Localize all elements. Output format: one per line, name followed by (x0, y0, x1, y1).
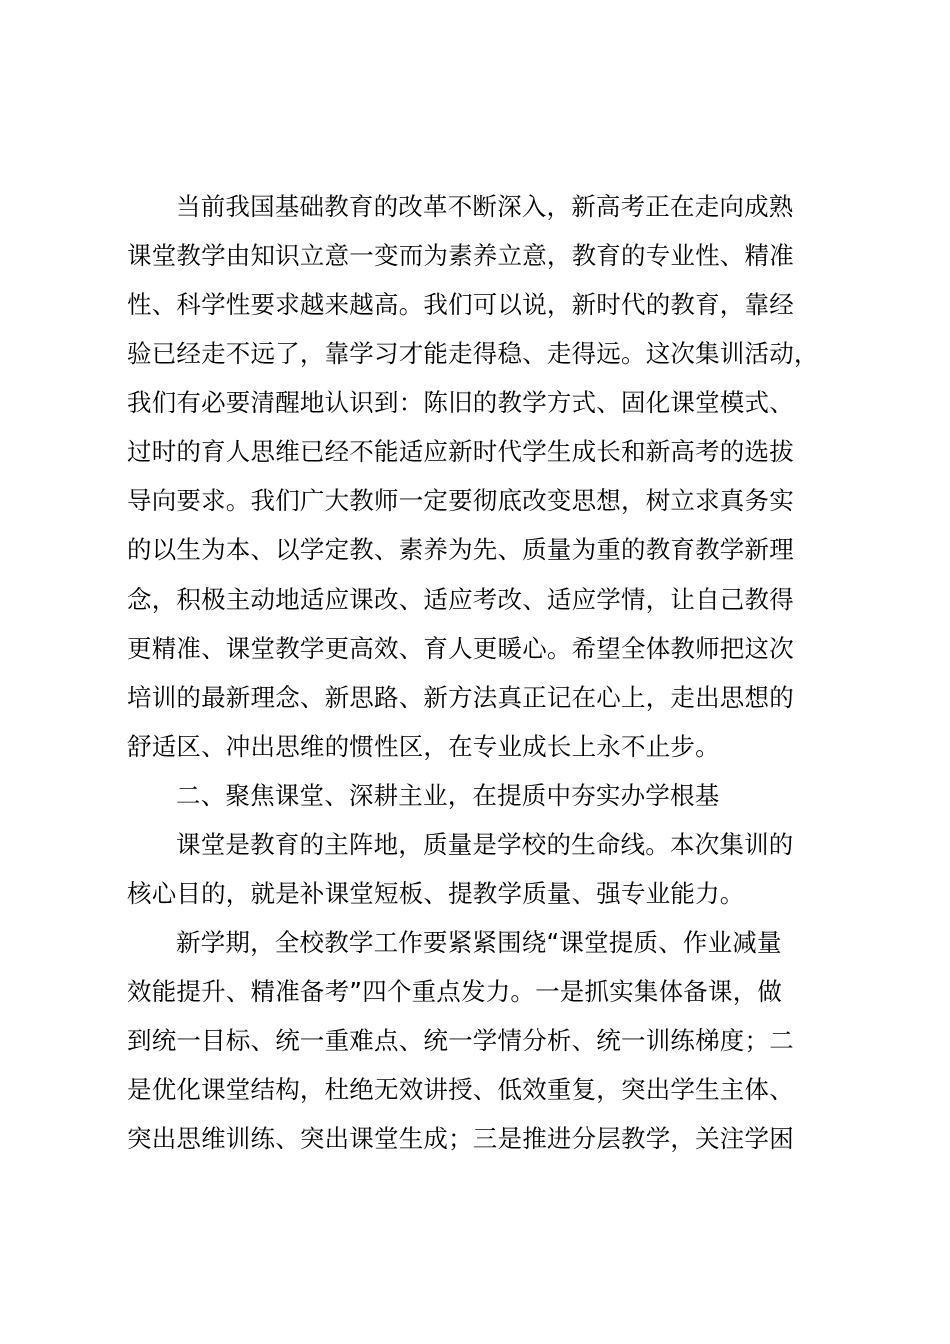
text-line-8: 的以生为本、以学定教、素养为先、质量为重的教育教学新理 (127, 535, 794, 564)
text-line-6: 过时的育人思维已经不能适应新时代学生成长和新高考的选拔 (127, 437, 794, 466)
text-line-5: 我们有必要清醒地认识到：陈旧的教学方式、固化课堂模式、 (127, 388, 794, 417)
text-line-7: 导向要求。我们广大教师一定要彻底改变思想，树立求真务实 (127, 486, 794, 515)
text-line-15: 核心目的，就是补课堂短板、提教学质量、强专业能力。 (127, 879, 745, 908)
section-heading: 二、聚焦课堂、深耕主业，在提质中夯实办学根基 (176, 781, 720, 810)
text-line-3: 性、科学性要求越来越高。我们可以说，新时代的教育，靠经 (127, 290, 794, 319)
text-line-1: 当前我国基础教育的改革不断深入，新高考正在走向成熟 (176, 192, 794, 221)
text-line-14: 课堂是教育的主阵地，质量是学校的生命线。本次集训的 (176, 830, 794, 859)
text-line-9: 念，积极主动地适应课改、适应考改、适应学情，让自己教得 (127, 585, 794, 614)
text-line-20: 突出思维训练、突出课堂生成；三是推进分层教学，关注学困 (127, 1124, 794, 1153)
text-line-17: 效能提升、精准备考”四个重点发力。一是抓实集体备课，做 (127, 977, 783, 1006)
text-line-11: 培训的最新理念、新思路、新方法真正记在心上，走出思想的 (127, 683, 794, 712)
text-line-18: 到统一目标、统一重难点、统一学情分析、统一训练梯度；二 (127, 1026, 794, 1055)
text-line-16: 新学期，全校教学工作要紧紧围绕“课堂提质、作业减量 (176, 928, 782, 957)
text-line-4: 验已经走不远了，靠学习才能走得稳、走得远。这次集训活动， (127, 339, 819, 368)
text-line-12: 舒适区、冲出思维的惯性区，在专业成长上永不止步。 (127, 732, 720, 761)
text-line-2: 课堂教学由知识立意一变而为素养立意，教育的专业性、精准 (127, 241, 794, 270)
text-line-19: 是优化课堂结构，杜绝无效讲授、低效重复，突出学生主体、 (127, 1075, 794, 1104)
text-line-10: 更精准、课堂教学更高效、育人更暖心。希望全体教师把这次 (127, 634, 794, 663)
